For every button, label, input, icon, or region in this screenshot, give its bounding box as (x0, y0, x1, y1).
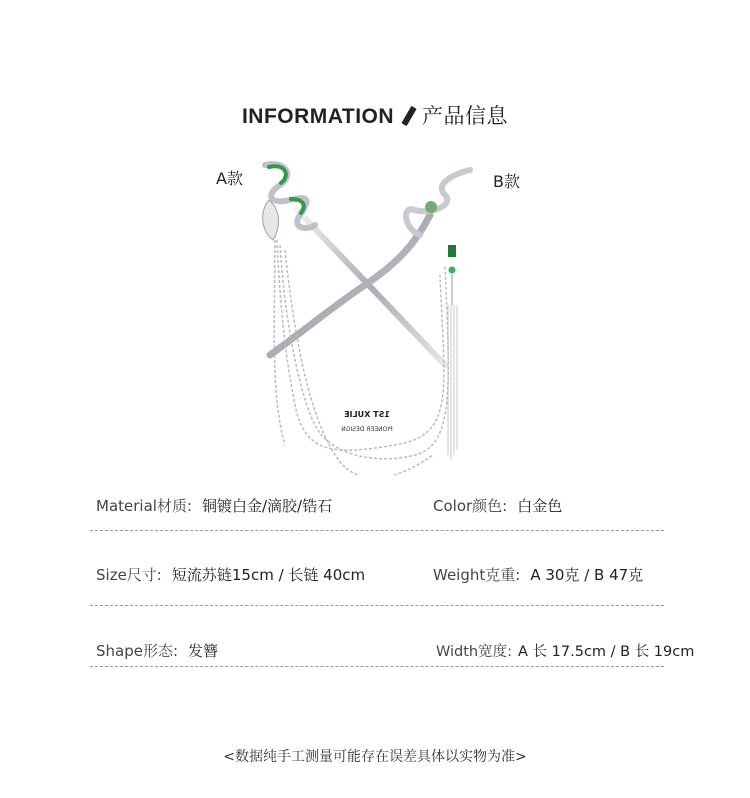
snake-b-coil (406, 170, 470, 235)
spec-size-label: Size尺寸: (96, 566, 162, 584)
brand-logo: 1ST XULIE (344, 410, 390, 419)
spec-weight (433, 564, 643, 585)
spec-shape-value: 发簪 (188, 642, 219, 660)
variant-b-label: B款 (493, 172, 520, 191)
title-chinese: 产品信息 (422, 104, 509, 128)
title-english: INFORMATION (241, 105, 395, 128)
spec-width (436, 640, 694, 661)
section-title (0, 100, 750, 130)
green-bead-icon (449, 267, 456, 274)
spec-size (96, 564, 365, 585)
jade-bead-icon (425, 201, 437, 213)
spec-color (433, 495, 562, 516)
green-gem-icon (448, 245, 456, 257)
spec-color-value: 白金色 (517, 497, 563, 515)
spec-width-label: Width宽度: (436, 644, 513, 660)
brand-subtitle: PIONEER DESIGN (341, 426, 393, 433)
divider (90, 666, 664, 667)
spec-weight-value: A 30克 / B 47克 (530, 566, 644, 584)
spec-size-value: 短流苏链15cm / 长链 40cm (171, 566, 366, 584)
spec-color-label: Color颜色: (433, 497, 508, 515)
spec-material-label: Material材质: (96, 497, 192, 515)
spec-weight-label: Weight克重: (433, 566, 521, 584)
spec-width-value: A 长 17.5cm / B 长 19cm (518, 644, 695, 660)
leaf-charm-icon (263, 200, 279, 240)
product-photo (255, 155, 480, 475)
spec-material (96, 495, 332, 516)
hairpin-b-stick (270, 215, 430, 355)
pen-icon (401, 106, 416, 126)
variant-a-label: A款 (216, 169, 243, 188)
spec-material-value: 铜镀白金/滴胶/锆石 (202, 497, 333, 515)
chains (274, 235, 448, 475)
divider (90, 605, 664, 606)
tassel-strands (448, 305, 457, 460)
measurement-note: <数据纯手工测量可能存在误差具体以实物为准> (223, 749, 527, 765)
spec-shape (96, 640, 218, 661)
divider (90, 530, 664, 531)
spec-shape-label: Shape形态: (96, 642, 179, 660)
